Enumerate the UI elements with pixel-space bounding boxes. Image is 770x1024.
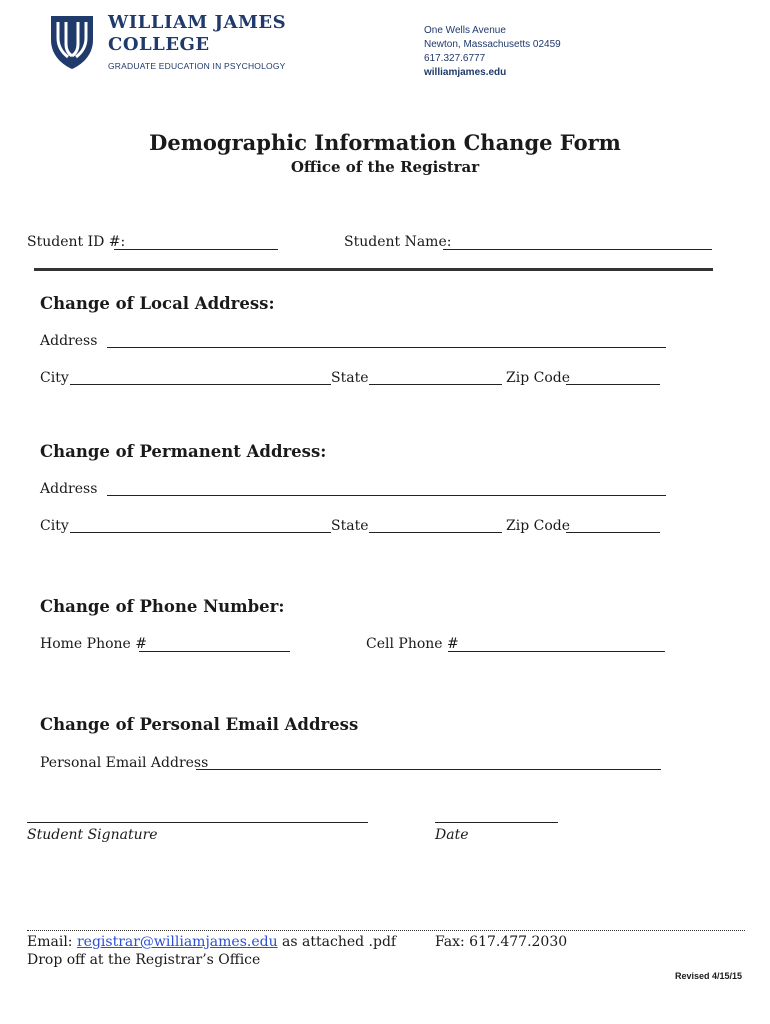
page-subtitle: Office of the Registrar [290,158,480,176]
student-id-field[interactable] [114,249,278,250]
brand-name-line1: WILLIAM JAMES [108,12,287,33]
shield-logo-icon [49,14,95,70]
home-phone-field[interactable] [139,651,290,652]
registrar-email-link[interactable]: registrar@williamjames.edu [76,934,278,950]
section-divider [34,268,713,271]
email-heading: Change of Personal Email Address [40,715,359,734]
permanent-state-field[interactable] [369,532,502,533]
local-zip-label: Zip Code [506,370,571,386]
footer-fax: Fax: 617.477.2030 [435,934,568,950]
home-phone-label: Home Phone # [40,636,147,652]
footer-email-line [27,933,396,951]
cell-phone-label: Cell Phone # [366,636,459,652]
brand-tagline: GRADUATE EDUCATION IN PSYCHOLOGY [108,61,286,71]
page-title: Demographic Information Change Form [149,130,621,155]
local-address-heading: Change of Local Address: [40,294,275,313]
permanent-city-label: City [40,518,69,534]
cell-phone-field[interactable] [448,651,665,652]
local-state-field[interactable] [369,384,502,385]
footer-dropoff: Drop off at the Registrar’s Office [27,952,261,968]
address-city: Newton, Massachusetts 02459 [424,39,561,50]
student-name-label: Student Name: [344,234,452,250]
local-city-field[interactable] [70,384,331,385]
brand-name-line2: COLLEGE [108,34,210,55]
local-zip-field[interactable] [566,384,660,385]
footer-divider [27,930,745,931]
local-city-label: City [40,370,69,386]
footer-email-suffix: as attached .pdf [282,934,397,950]
email-field[interactable] [196,769,661,770]
date-label: Date [435,827,469,843]
address-phone: 617.327.6777 [424,53,486,64]
permanent-address-field[interactable] [107,495,666,496]
permanent-address-label: Address [40,481,98,497]
address-street: One Wells Avenue [424,25,506,36]
local-state-label: State [331,370,369,386]
email-label: Personal Email Address [40,755,209,771]
student-signature-field[interactable] [27,822,368,823]
address-website: williamjames.edu [424,67,507,78]
phone-heading: Change of Phone Number: [40,597,285,616]
revised-date: Revised 4/15/15 [675,971,743,981]
student-name-field[interactable] [443,249,712,250]
student-signature-label: Student Signature [27,827,158,843]
permanent-address-heading: Change of Permanent Address: [40,442,327,461]
permanent-city-field[interactable] [70,532,331,533]
permanent-zip-label: Zip Code [506,518,571,534]
permanent-state-label: State [331,518,369,534]
student-id-label: Student ID #: [27,234,126,250]
permanent-zip-field[interactable] [566,532,660,533]
local-address-field[interactable] [107,347,666,348]
date-field[interactable] [435,822,558,823]
local-address-label: Address [40,333,98,349]
footer-email-prefix: Email: [27,934,73,950]
